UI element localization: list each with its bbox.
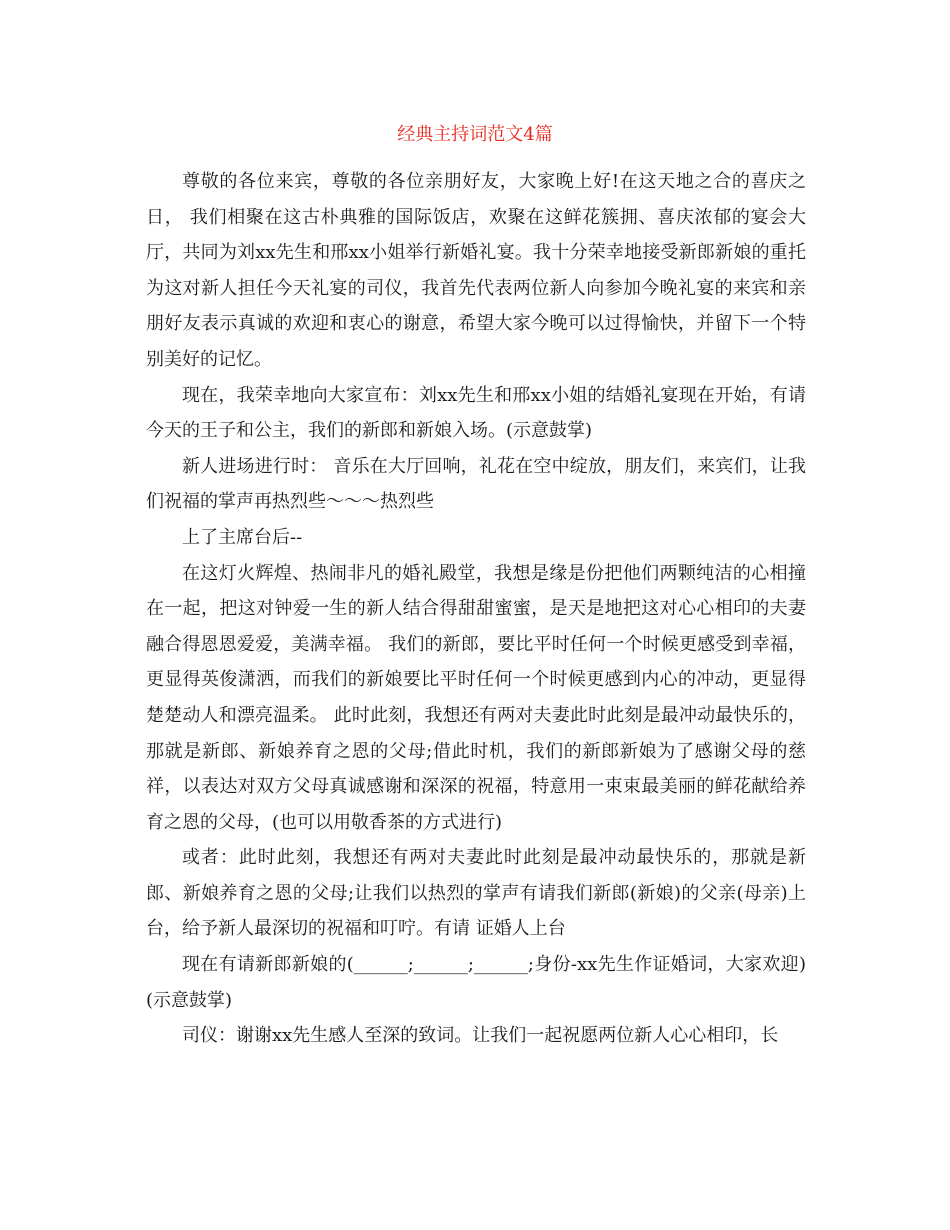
paragraph: 在这灯火辉煌、热闹非凡的婚礼殿堂，我想是缘是份把他们两颗纯洁的心相撞在一起，把这对钟爱一生的新人结合得甜甜蜜蜜，是天是地把这对心心相印的夫妻融合得恩恩爱爱，美满幸福。 我们的新郎，要比平时任何一个时候更感受到幸福，更显得英俊潇洒，而我们的新娘要比平时任何一个时候更感到内心的冲动，更显得楚楚动人和漂亮温柔。 此时此刻，我想还有两对夫妻此时此刻是最冲动最快乐的，那就是新郎、新娘养育之恩的父母;借此时机，我们的新郎新娘为了感谢父母的慈祥，以表达对双方父母真诚感谢和深深的祝福，特意用一束束最美丽的鲜花献给养育之恩的父母，(也可以用敬香茶的方式进行)	[146, 562, 806, 833]
document-body	[146, 164, 806, 1054]
paragraph: 新人进场进行时： 音乐在大厅回响，礼花在空中绽放，朋友们，来宾们，让我们祝福的掌声再热烈些～～～热烈些	[146, 455, 806, 513]
paragraph: 尊敬的各位来宾，尊敬的各位亲朋好友，大家晚上好!在这天地之合的喜庆之日， 我们相聚在这古朴典雅的国际饭店，欢聚在这鲜花簇拥、喜庆浓郁的宴会大厅，共同为刘xx先生和邢xx小姐举行新婚礼宴。我十分荣幸地接受新郎新娘的重托为这对新人担任今天礼宴的司仪，我首先代表两位新人向参加今晚礼宴的来宾和亲朋好友表示真诚的欢迎和衷心的谢意，希望大家今晚可以过得愉快，并留下一个特别美好的记忆。	[146, 171, 806, 370]
paragraph: 现在，我荣幸地向大家宣布：刘xx先生和邢xx小姐的结婚礼宴现在开始，有请今天的王子和公主，我们的新郎和新娘入场。(示意鼓掌)	[146, 384, 806, 442]
paragraph: 上了主席台后--	[182, 526, 303, 548]
paragraph: 司仪：谢谢xx先生感人至深的致词。让我们一起祝愿两位新人心心相印，长	[182, 1025, 779, 1047]
document-title: 经典主持词范文4篇	[397, 124, 553, 145]
paragraph: 现在有请新郎新娘的(______;______;______;身份-xx先生作证婚词，大家欢迎)(示意鼓掌)	[146, 954, 806, 1011]
paragraph: 或者：此时此刻，我想还有两对夫妻此时此刻是最冲动最快乐的，那就是新郎、新娘养育之恩的父母;让我们以热烈的掌声有请我们新郎(新娘)的父亲(母亲)上台，给予新人最深切的祝福和叮咛。有请 证婚人上台	[146, 847, 806, 940]
